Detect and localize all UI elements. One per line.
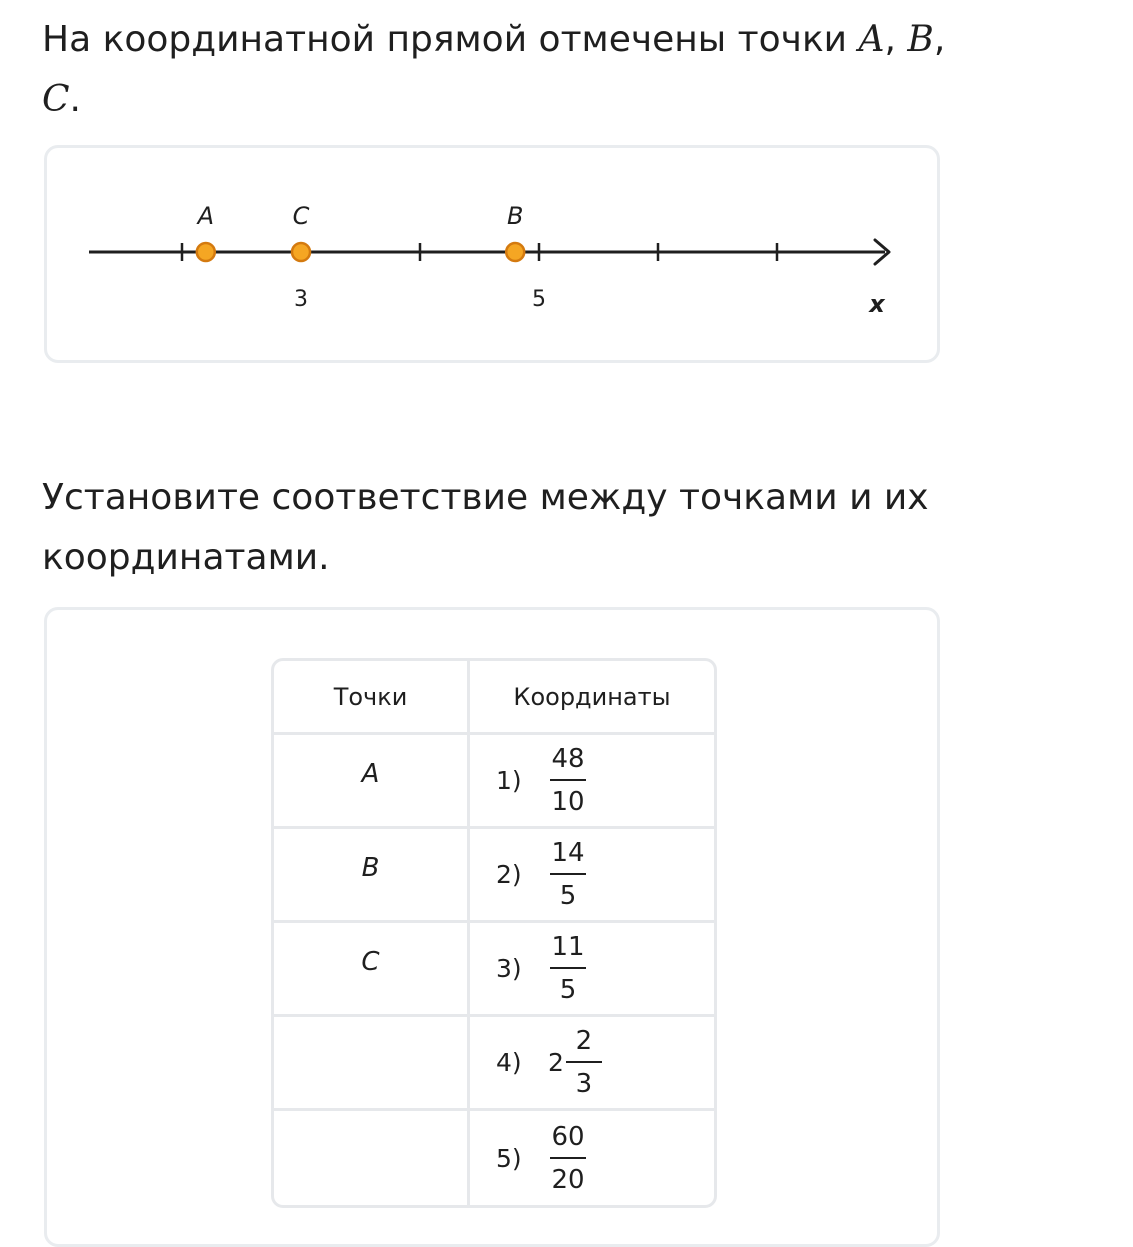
table-row bbox=[274, 735, 714, 829]
fraction-bar bbox=[550, 967, 586, 969]
intro-point-b: B bbox=[907, 19, 934, 60]
fraction bbox=[566, 1026, 602, 1099]
numerator: 11 bbox=[551, 932, 585, 962]
denominator: 10 bbox=[551, 787, 585, 817]
axis-label: x bbox=[869, 290, 885, 318]
fraction-bar bbox=[550, 779, 586, 781]
table-row bbox=[274, 829, 714, 923]
point-cell: A bbox=[274, 735, 470, 829]
intro-point-a: A bbox=[858, 19, 885, 60]
coordinate-cell bbox=[470, 1111, 714, 1205]
fraction-bar bbox=[550, 1157, 586, 1159]
header-coordinates: Координаты bbox=[470, 661, 714, 735]
fraction-bar bbox=[566, 1061, 602, 1063]
table-row bbox=[274, 1017, 714, 1111]
header-points: Точки bbox=[274, 661, 470, 735]
option-number: 5) bbox=[496, 1143, 522, 1173]
table-header-row bbox=[274, 661, 714, 735]
numerator: 2 bbox=[575, 1026, 593, 1056]
denominator: 5 bbox=[559, 975, 577, 1005]
denominator: 3 bbox=[575, 1069, 593, 1099]
coordinate-cell bbox=[470, 1017, 714, 1111]
option-number: 3) bbox=[496, 954, 522, 983]
point-marker bbox=[197, 243, 215, 261]
point-cell: C bbox=[274, 923, 470, 1017]
intro-text bbox=[42, 10, 1042, 130]
task-text: Установите соответствие между точками и их координатами. bbox=[42, 477, 929, 578]
option-number: 2) bbox=[496, 860, 522, 889]
point-label: A bbox=[197, 202, 215, 230]
coordinate-cell bbox=[470, 923, 714, 1017]
denominator: 5 bbox=[559, 881, 577, 911]
point-label: C bbox=[292, 202, 310, 230]
tick-label: 5 bbox=[532, 287, 546, 312]
point-cell: B bbox=[274, 829, 470, 923]
fraction-bar bbox=[550, 873, 586, 875]
intro-end: . bbox=[69, 79, 81, 120]
numerator: 60 bbox=[551, 1121, 585, 1152]
coordinate-cell bbox=[470, 829, 714, 923]
point-label: B bbox=[506, 202, 524, 230]
fraction bbox=[550, 932, 586, 1005]
matching-card bbox=[44, 607, 940, 1247]
number-line-diagram bbox=[47, 148, 937, 360]
table-row bbox=[274, 1111, 714, 1205]
intro-text-start: На координатной прямой отмечены точки bbox=[42, 19, 859, 60]
coordinate-cell bbox=[470, 735, 714, 829]
numerator: 48 bbox=[551, 744, 585, 774]
fraction bbox=[550, 838, 586, 911]
point-cell bbox=[274, 1017, 470, 1111]
whole-part: 2 bbox=[548, 1048, 564, 1077]
intro-sep-1: , bbox=[884, 19, 908, 60]
fraction bbox=[550, 744, 586, 817]
intro-sep-2: , bbox=[933, 19, 946, 60]
denominator: 20 bbox=[551, 1164, 585, 1195]
numerator: 14 bbox=[551, 838, 585, 868]
tick-label: 3 bbox=[294, 287, 308, 312]
option-number: 4) bbox=[496, 1048, 522, 1077]
option-number: 1) bbox=[496, 766, 522, 795]
intro-point-c: C bbox=[42, 79, 70, 120]
point-cell bbox=[274, 1111, 470, 1205]
fraction bbox=[550, 1122, 586, 1195]
number-line-card bbox=[44, 145, 940, 363]
matching-table bbox=[271, 658, 717, 1208]
table-row bbox=[274, 923, 714, 1017]
point-marker bbox=[292, 243, 310, 261]
point-marker bbox=[506, 243, 524, 261]
